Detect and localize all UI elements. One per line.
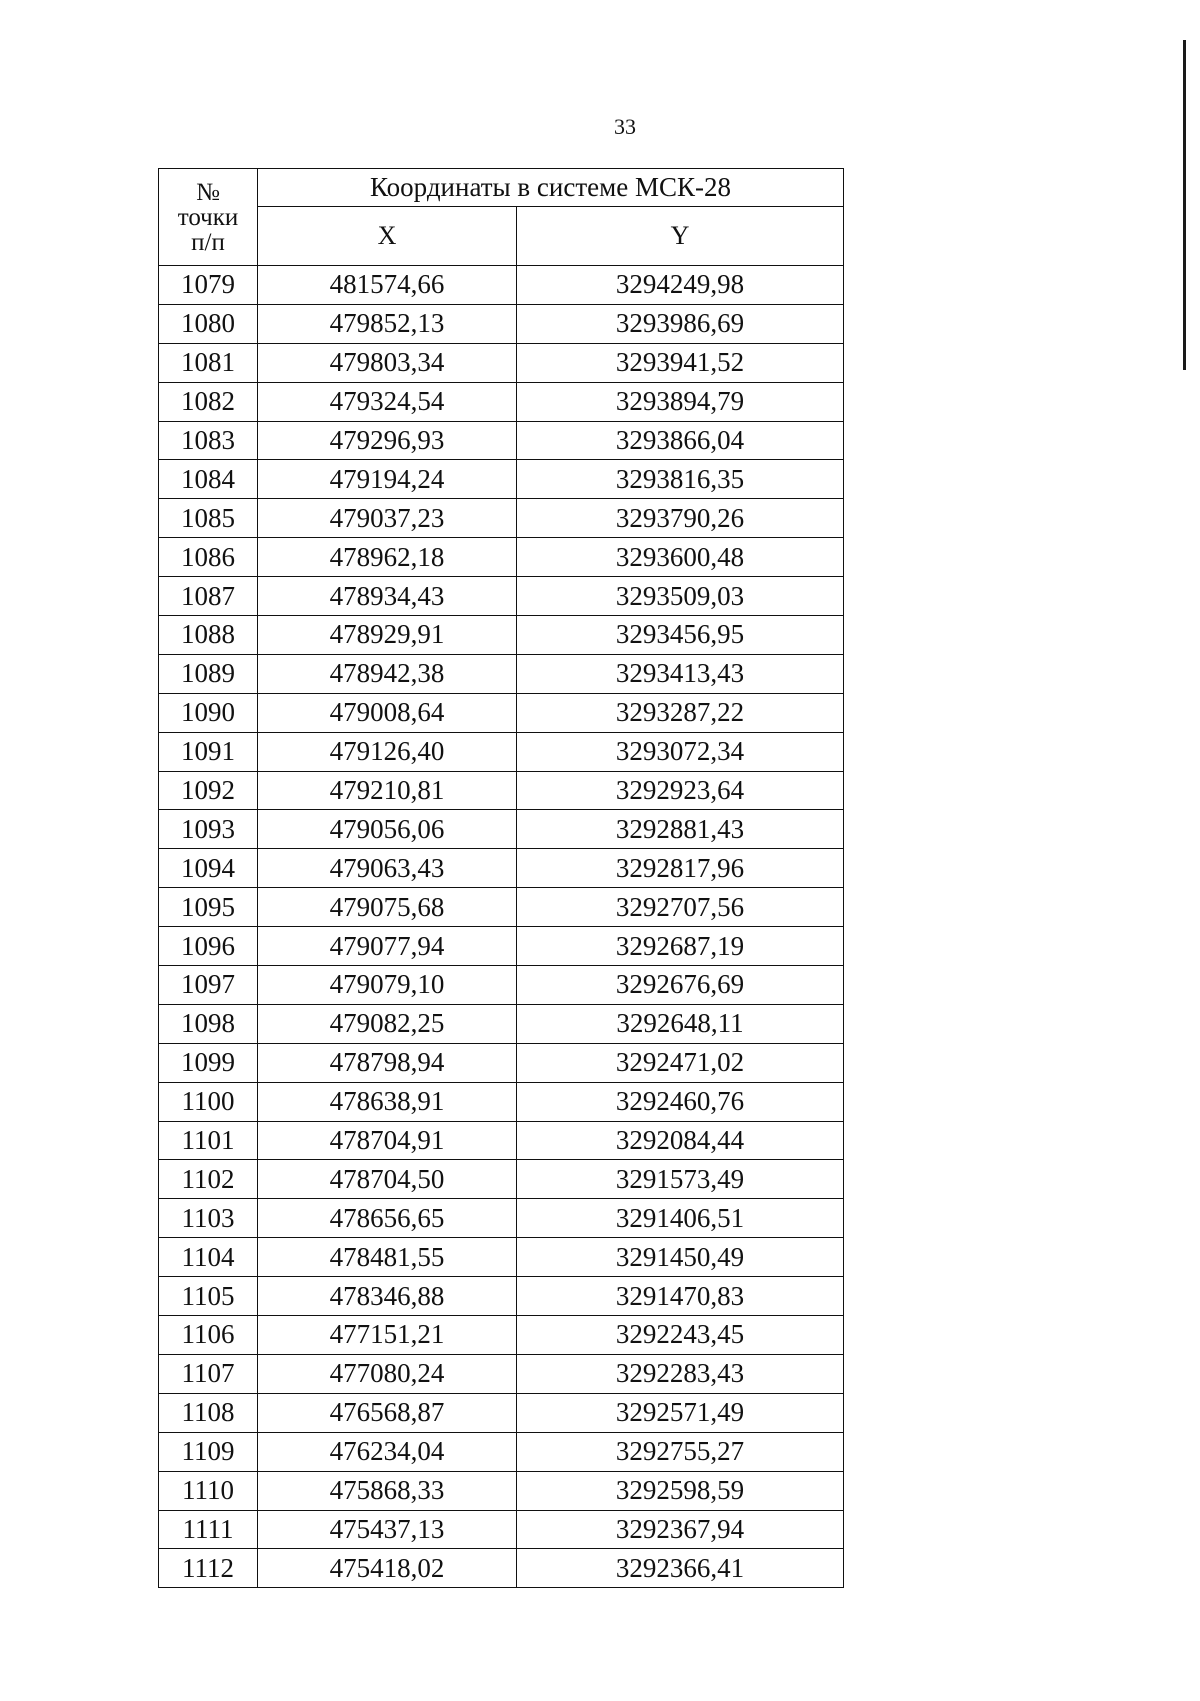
point-number-cell: 1099 — [159, 1043, 258, 1082]
table-row — [159, 732, 844, 771]
table-row — [159, 771, 844, 810]
point-number-cell: 1111 — [159, 1510, 258, 1549]
point-number-cell: 1091 — [159, 732, 258, 771]
table-row — [159, 499, 844, 538]
table-row — [159, 1316, 844, 1355]
table-row — [159, 1199, 844, 1238]
point-number-cell: 1095 — [159, 888, 258, 927]
x-coordinate-cell: 479037,23 — [258, 499, 517, 538]
table-row — [159, 1549, 844, 1588]
y-coordinate-cell: 3292571,49 — [517, 1393, 844, 1432]
y-coordinate-cell: 3292460,76 — [517, 1082, 844, 1121]
table-row — [159, 1238, 844, 1277]
point-number-cell: 1096 — [159, 927, 258, 966]
x-coordinate-cell: 479194,24 — [258, 460, 517, 499]
x-coordinate-cell: 478704,91 — [258, 1121, 517, 1160]
page-number: 33 — [614, 114, 636, 139]
x-coordinate-cell: 475418,02 — [258, 1549, 517, 1588]
table-row — [159, 810, 844, 849]
x-coordinate-cell: 479296,93 — [258, 421, 517, 460]
y-coordinate-cell: 3294249,98 — [517, 266, 844, 305]
x-coordinate-cell: 479056,06 — [258, 810, 517, 849]
y-coordinate-cell: 3292817,96 — [517, 849, 844, 888]
x-coordinate-cell: 478704,50 — [258, 1160, 517, 1199]
table-row — [159, 654, 844, 693]
y-coordinate-cell: 3293816,35 — [517, 460, 844, 499]
point-number-cell: 1093 — [159, 810, 258, 849]
y-coordinate-cell: 3293456,95 — [517, 616, 844, 655]
y-coordinate-cell: 3292707,56 — [517, 888, 844, 927]
table-row — [159, 266, 844, 305]
table-row — [159, 849, 844, 888]
y-coordinate-cell: 3292687,19 — [517, 927, 844, 966]
point-number-cell: 1105 — [159, 1277, 258, 1316]
point-number-cell: 1106 — [159, 1316, 258, 1355]
y-coordinate-cell: 3291450,49 — [517, 1238, 844, 1277]
y-coordinate-cell: 3292923,64 — [517, 771, 844, 810]
table-row — [159, 1082, 844, 1121]
point-number-cell: 1084 — [159, 460, 258, 499]
table-row — [159, 1432, 844, 1471]
x-coordinate-cell: 479082,25 — [258, 1004, 517, 1043]
table-header — [159, 169, 844, 266]
x-coordinate-cell: 479079,10 — [258, 966, 517, 1005]
table-body — [159, 266, 844, 1588]
table-row — [159, 577, 844, 616]
header-row-top — [159, 169, 844, 207]
point-number-cell: 1103 — [159, 1199, 258, 1238]
x-coordinate-cell: 478934,43 — [258, 577, 517, 616]
table-row — [159, 1354, 844, 1393]
table-row — [159, 616, 844, 655]
point-number-cell: 1108 — [159, 1393, 258, 1432]
table-row — [159, 1160, 844, 1199]
x-coordinate-cell: 478481,55 — [258, 1238, 517, 1277]
x-coordinate-cell: 476234,04 — [258, 1432, 517, 1471]
x-coordinate-cell: 479324,54 — [258, 382, 517, 421]
x-coordinate-cell: 479852,13 — [258, 304, 517, 343]
y-coordinate-cell: 3292283,43 — [517, 1354, 844, 1393]
x-coordinate-cell: 479008,64 — [258, 693, 517, 732]
point-number-cell: 1112 — [159, 1549, 258, 1588]
table-row — [159, 927, 844, 966]
y-coordinate-cell: 3293600,48 — [517, 538, 844, 577]
point-number-cell: 1086 — [159, 538, 258, 577]
point-number-cell: 1082 — [159, 382, 258, 421]
point-number-cell: 1104 — [159, 1238, 258, 1277]
x-coordinate-cell: 477080,24 — [258, 1354, 517, 1393]
x-coordinate-cell: 479063,43 — [258, 849, 517, 888]
coordinates-table — [158, 168, 844, 1588]
x-coordinate-cell: 481574,66 — [258, 266, 517, 305]
point-number-cell: 1098 — [159, 1004, 258, 1043]
y-coordinate-cell: 3292598,59 — [517, 1471, 844, 1510]
y-column-header: Y — [517, 207, 844, 266]
point-label: точки — [177, 203, 239, 231]
y-coordinate-cell: 3292881,43 — [517, 810, 844, 849]
y-coordinate-cell: 3293072,34 — [517, 732, 844, 771]
point-number-cell: 1109 — [159, 1432, 258, 1471]
ordinal-label: п/п — [191, 228, 225, 256]
point-number-cell: 1097 — [159, 966, 258, 1005]
table-row — [159, 1277, 844, 1316]
number-sign: № — [196, 178, 220, 206]
point-number-cell: 1087 — [159, 577, 258, 616]
y-coordinate-cell: 3292676,69 — [517, 966, 844, 1005]
y-coordinate-cell: 3292367,94 — [517, 1510, 844, 1549]
x-coordinate-cell: 478962,18 — [258, 538, 517, 577]
x-coordinate-cell: 479075,68 — [258, 888, 517, 927]
point-number-cell: 1085 — [159, 499, 258, 538]
table-row — [159, 1510, 844, 1549]
table-row — [159, 382, 844, 421]
table-row — [159, 304, 844, 343]
x-coordinate-cell: 479803,34 — [258, 343, 517, 382]
x-coordinate-cell: 477151,21 — [258, 1316, 517, 1355]
point-number-cell: 1092 — [159, 771, 258, 810]
y-coordinate-cell: 3293894,79 — [517, 382, 844, 421]
y-coordinate-cell: 3292243,45 — [517, 1316, 844, 1355]
point-number-header — [159, 169, 258, 266]
point-number-cell: 1110 — [159, 1471, 258, 1510]
table-row — [159, 460, 844, 499]
point-number-cell: 1090 — [159, 693, 258, 732]
y-coordinate-cell: 3292084,44 — [517, 1121, 844, 1160]
table-row — [159, 693, 844, 732]
point-number-cell: 1101 — [159, 1121, 258, 1160]
x-column-header: X — [258, 207, 517, 266]
y-coordinate-cell: 3293509,03 — [517, 577, 844, 616]
x-coordinate-cell: 476568,87 — [258, 1393, 517, 1432]
y-coordinate-cell: 3291406,51 — [517, 1199, 844, 1238]
scan-edge-line — [1183, 40, 1186, 370]
y-coordinate-cell: 3293941,52 — [517, 343, 844, 382]
header-row-bottom — [159, 207, 844, 266]
y-coordinate-cell: 3293413,43 — [517, 654, 844, 693]
point-number-cell: 1088 — [159, 616, 258, 655]
table-row — [159, 1121, 844, 1160]
x-coordinate-cell: 478798,94 — [258, 1043, 517, 1082]
point-number-cell: 1094 — [159, 849, 258, 888]
point-number-cell: 1102 — [159, 1160, 258, 1199]
y-coordinate-cell: 3293287,22 — [517, 693, 844, 732]
y-coordinate-cell: 3291573,49 — [517, 1160, 844, 1199]
y-coordinate-cell: 3293790,26 — [517, 499, 844, 538]
coordinates-title: Координаты в системе МСК-28 — [258, 169, 844, 207]
point-number-cell: 1107 — [159, 1354, 258, 1393]
y-coordinate-cell: 3293866,04 — [517, 421, 844, 460]
table-row — [159, 1393, 844, 1432]
table-row — [159, 538, 844, 577]
table-row — [159, 888, 844, 927]
x-coordinate-cell: 475437,13 — [258, 1510, 517, 1549]
table-row — [159, 1471, 844, 1510]
x-coordinate-cell: 478929,91 — [258, 616, 517, 655]
point-number-cell: 1083 — [159, 421, 258, 460]
x-coordinate-cell: 478656,65 — [258, 1199, 517, 1238]
x-coordinate-cell: 478638,91 — [258, 1082, 517, 1121]
y-coordinate-cell: 3291470,83 — [517, 1277, 844, 1316]
table-row — [159, 966, 844, 1005]
y-coordinate-cell: 3292366,41 — [517, 1549, 844, 1588]
table-row — [159, 421, 844, 460]
point-number-cell: 1079 — [159, 266, 258, 305]
point-number-cell: 1080 — [159, 304, 258, 343]
point-number-cell: 1081 — [159, 343, 258, 382]
x-coordinate-cell: 475868,33 — [258, 1471, 517, 1510]
point-number-cell: 1100 — [159, 1082, 258, 1121]
x-coordinate-cell: 478346,88 — [258, 1277, 517, 1316]
y-coordinate-cell: 3292648,11 — [517, 1004, 844, 1043]
x-coordinate-cell: 479126,40 — [258, 732, 517, 771]
point-number-cell: 1089 — [159, 654, 258, 693]
y-coordinate-cell: 3292755,27 — [517, 1432, 844, 1471]
y-coordinate-cell: 3293986,69 — [517, 304, 844, 343]
x-coordinate-cell: 479077,94 — [258, 927, 517, 966]
x-coordinate-cell: 479210,81 — [258, 771, 517, 810]
table-row — [159, 1043, 844, 1082]
x-coordinate-cell: 478942,38 — [258, 654, 517, 693]
y-coordinate-cell: 3292471,02 — [517, 1043, 844, 1082]
table-row — [159, 343, 844, 382]
table-row — [159, 1004, 844, 1043]
